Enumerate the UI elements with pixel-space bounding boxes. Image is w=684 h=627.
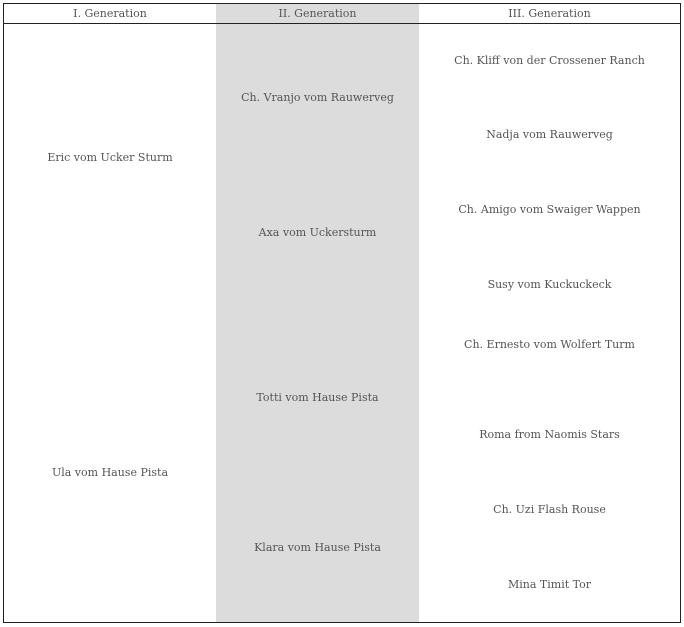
sire-dam: Axa vom Uckersturm — [258, 226, 377, 239]
header-row — [4, 4, 680, 24]
ancestor-2: Nadja vom Rauwerveg — [486, 128, 613, 141]
dam-dam: Klara vom Hause Pista — [254, 541, 381, 554]
column-generation-1 — [4, 4, 216, 622]
ancestor-7: Ch. Uzi Flash Rouse — [493, 503, 606, 516]
sire-sire: Ch. Vranjo vom Rauwerveg — [241, 91, 394, 104]
ancestor-1: Ch. Kliff von der Crossener Ranch — [454, 54, 645, 67]
header-generation-2: II. Generation — [278, 7, 357, 20]
dam: Ula vom Hause Pista — [51, 466, 169, 479]
ancestor-8: Mina Timit Tor — [507, 578, 591, 591]
ancestor-3: Ch. Amigo vom Swaiger Wappen — [458, 203, 641, 216]
ancestor-6: Roma from Naomis Stars — [479, 428, 620, 441]
pedigree-table — [3, 3, 681, 623]
dam-sire: Totti vom Hause Pista — [256, 391, 379, 404]
header-generation-1: I. Generation — [73, 7, 147, 20]
column-generation-3 — [419, 4, 680, 622]
ancestor-4: Susy vom Kuckuckeck — [487, 278, 612, 291]
ancestor-5: Ch. Ernesto vom Wolfert Turm — [464, 338, 635, 351]
sire: Eric vom Ucker Sturm — [47, 151, 173, 164]
header-generation-3: III. Generation — [508, 7, 591, 20]
